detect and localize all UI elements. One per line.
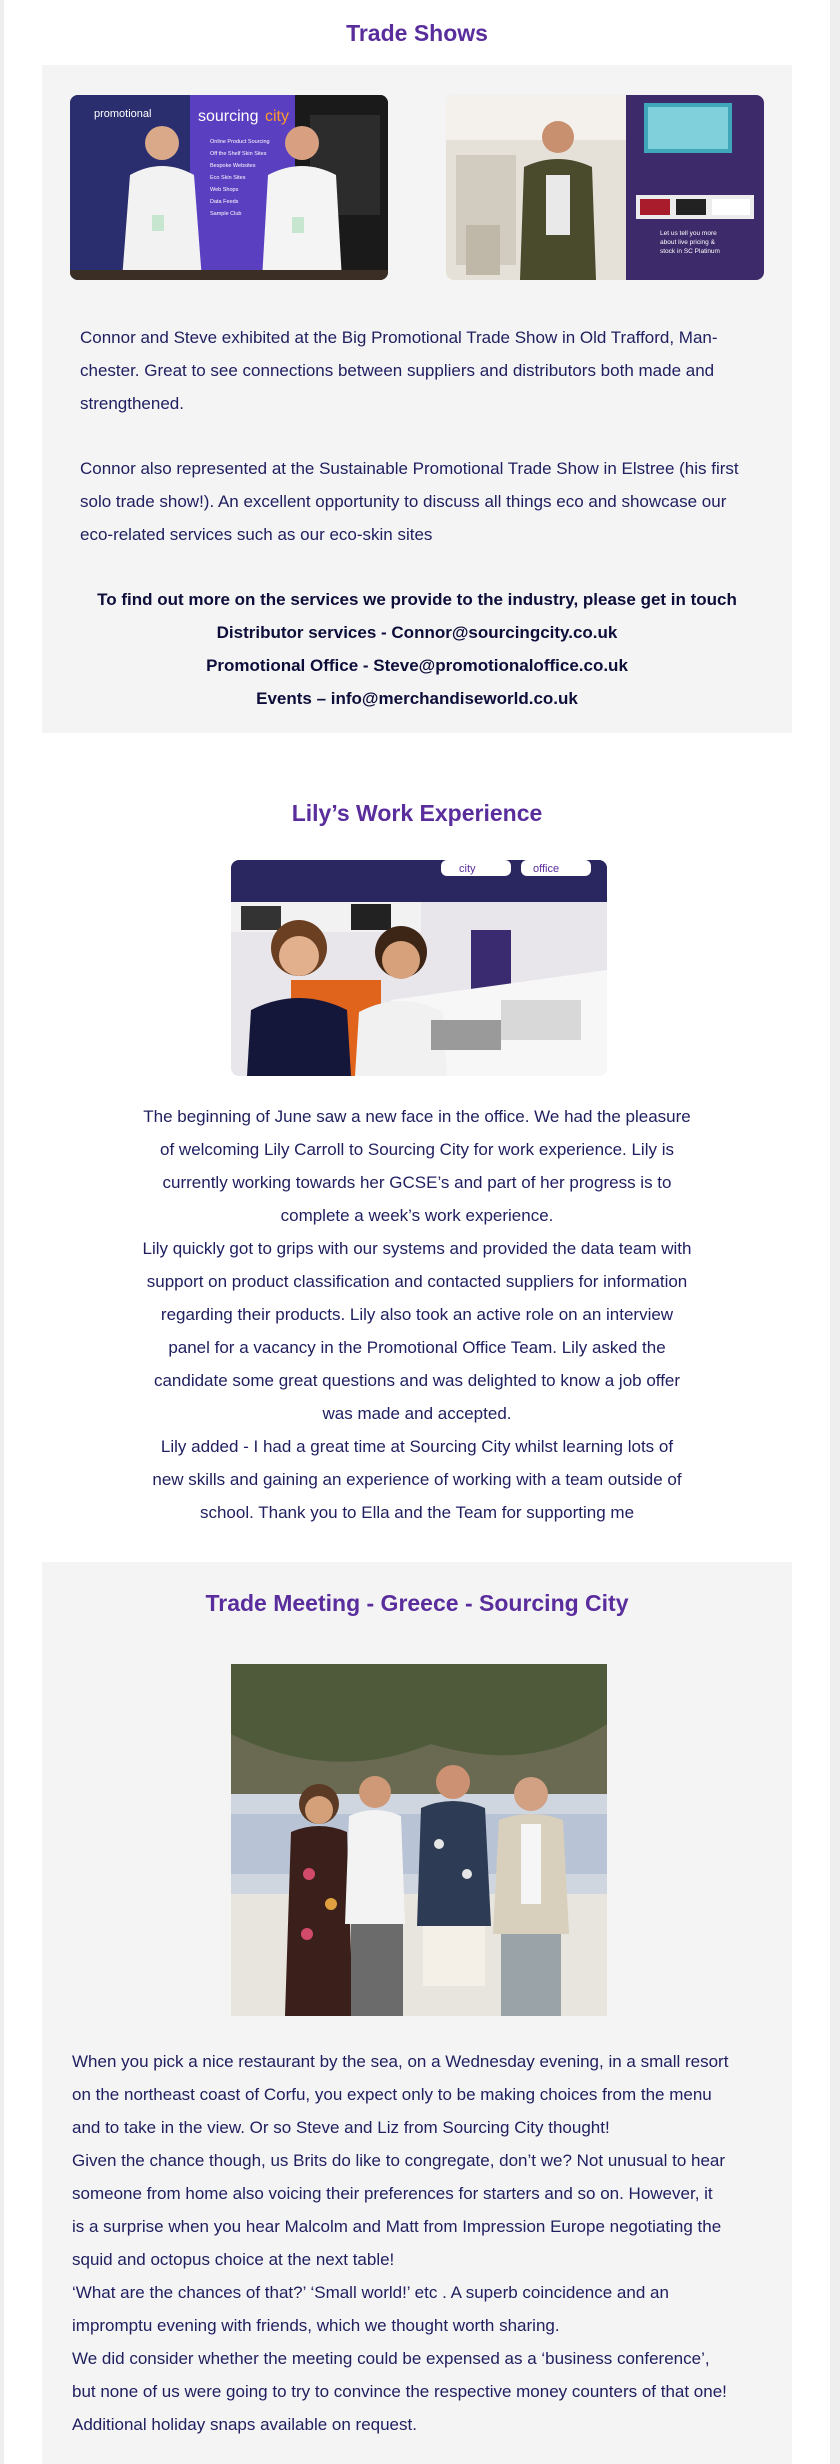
board-item: Sample Club <box>210 211 242 217</box>
email-link-connor[interactable]: Connor@sourcingcity.co.uk <box>391 623 618 642</box>
board-item: Web Shops <box>210 187 239 193</box>
greece-line: ‘What are the chances of that?’ ‘Small world!’ etc . A superb coincidence and an <box>72 2283 669 2302</box>
contact-events <box>42 682 792 715</box>
greece-line: squid and octopus choice at the next table! <box>72 2250 395 2269</box>
lily-title: Lily’s Work Experience <box>291 800 543 826</box>
greece-line: is a surprise when you hear Malcolm and Matt from Impression Europe negotiating the <box>72 2217 722 2236</box>
lily-line: panel for a vacancy in the Promotional Office Team. Lily asked the <box>168 1338 666 1357</box>
lily-line: support on product classification and contacted suppliers for information <box>146 1272 688 1291</box>
lily-line: of welcoming Lily Carroll to Sourcing City for work experience. Lily is <box>160 1140 674 1159</box>
contact-label: Distributor services - <box>216 623 392 642</box>
greece-line: impromptu evening with friends, which we thought worth sharing. <box>72 2316 560 2335</box>
trade-show-photo-connor-steve <box>70 95 388 280</box>
brand-sourcing: sourcing <box>198 108 259 125</box>
lily-line: was made and accepted. <box>322 1404 512 1423</box>
greece-line: Additional holiday snaps available on request. <box>72 2415 417 2434</box>
lily-line: candidate some great questions and was delighted to know a job offer <box>153 1371 681 1390</box>
lily-line: Lily quickly got to grips with our systems and provided the data team with <box>142 1239 692 1258</box>
greece-line: but none of us were going to try to convince the respective money counters of that one! <box>72 2382 727 2401</box>
board-item: Data Feeds <box>210 199 239 205</box>
greece-line: on the northeast coast of Corfu, you expect only to be making choices from the menu <box>72 2085 712 2104</box>
trade-shows-para-1: Connor and Steve exhibited at the Big Promotional Trade Show in Old Trafford, Man-chester. Great to see connections between suppliers and distributors both made and strengthened. <box>80 328 718 413</box>
greece-panel <box>42 1562 792 2464</box>
email-link-steve[interactable]: Steve@promotionaloffice.co.uk <box>373 656 628 675</box>
trade-shows-panel <box>42 65 792 733</box>
screen-caption: Let us tell you more <box>660 230 717 237</box>
greece-line: Given the chance though, us Brits do like to congregate, don’t we? Not unusual to hear <box>72 2151 726 2170</box>
board-item: Eco Skin Sites <box>210 175 246 181</box>
contact-label: Events – <box>256 689 331 708</box>
lily-line: regarding their products. Lily also took an active role on an interview <box>160 1305 674 1324</box>
greece-body <box>72 2045 772 2441</box>
board-item: Online Product Sourcing <box>210 139 270 145</box>
lily-photo <box>231 860 607 1076</box>
trade-shows-title: Trade Shows <box>346 20 488 46</box>
trade-shows-para-2: Connor also represented at the Sustainable Promotional Trade Show in Elstree (his first solo trade show!). An excellent opportunity to discuss all things eco and showcase our eco-related services such as our eco-skin sites <box>80 459 739 544</box>
lily-line: new skills and gaining an experience of working with a team outside of <box>152 1470 682 1489</box>
screen-caption: about live pricing & <box>660 239 715 246</box>
greece-line: someone from home also voicing their preferences for starters and so on. However, it <box>72 2184 713 2203</box>
brand-promotional: promotional <box>94 108 152 120</box>
lily-line: school. Thank you to Ella and the Team for supporting me <box>199 1503 635 1522</box>
screen-caption: stock in SC Platinum <box>660 248 720 255</box>
lily-body <box>4 1100 830 1529</box>
greece-line: and to take in the view. Or so Steve and Liz from Sourcing City thought! <box>72 2118 610 2137</box>
contact-block <box>42 583 792 715</box>
greece-line: When you pick a nice restaurant by the sea, on a Wednesday evening, in a small resort <box>72 2052 729 2071</box>
board-item: Off the Shelf Skin Sites <box>210 151 267 157</box>
lily-line: complete a week’s work experience. <box>280 1206 554 1225</box>
contact-intro: To find out more on the services we provide to the industry, please get in touch <box>97 590 737 609</box>
office-sign: office <box>533 863 560 875</box>
email-link-info[interactable]: info@merchandiseworld.co.uk <box>330 689 578 708</box>
newsletter-page <box>4 0 830 2464</box>
contact-promotional-office <box>42 649 792 682</box>
greece-photo <box>231 1664 607 2016</box>
brand-city: city <box>265 108 289 125</box>
lily-line: currently working towards her GCSE’s and part of her progress is to <box>162 1173 672 1192</box>
greece-line: We did consider whether the meeting could be expensed as a ‘business conference’, <box>72 2349 710 2368</box>
trade-show-photo-connor-elstree <box>446 95 764 280</box>
contact-distributor <box>42 616 792 649</box>
lily-line: The beginning of June saw a new face in the office. We had the pleasure <box>143 1107 691 1126</box>
office-sign: city <box>459 863 476 875</box>
lily-line: Lily added - I had a great time at Sourcing City whilst learning lots of <box>160 1437 674 1456</box>
board-item: Bespoke Websites <box>210 163 256 169</box>
contact-label: Promotional Office - <box>206 656 374 675</box>
greece-title: Trade Meeting - Greece - Sourcing City <box>205 1590 629 1616</box>
